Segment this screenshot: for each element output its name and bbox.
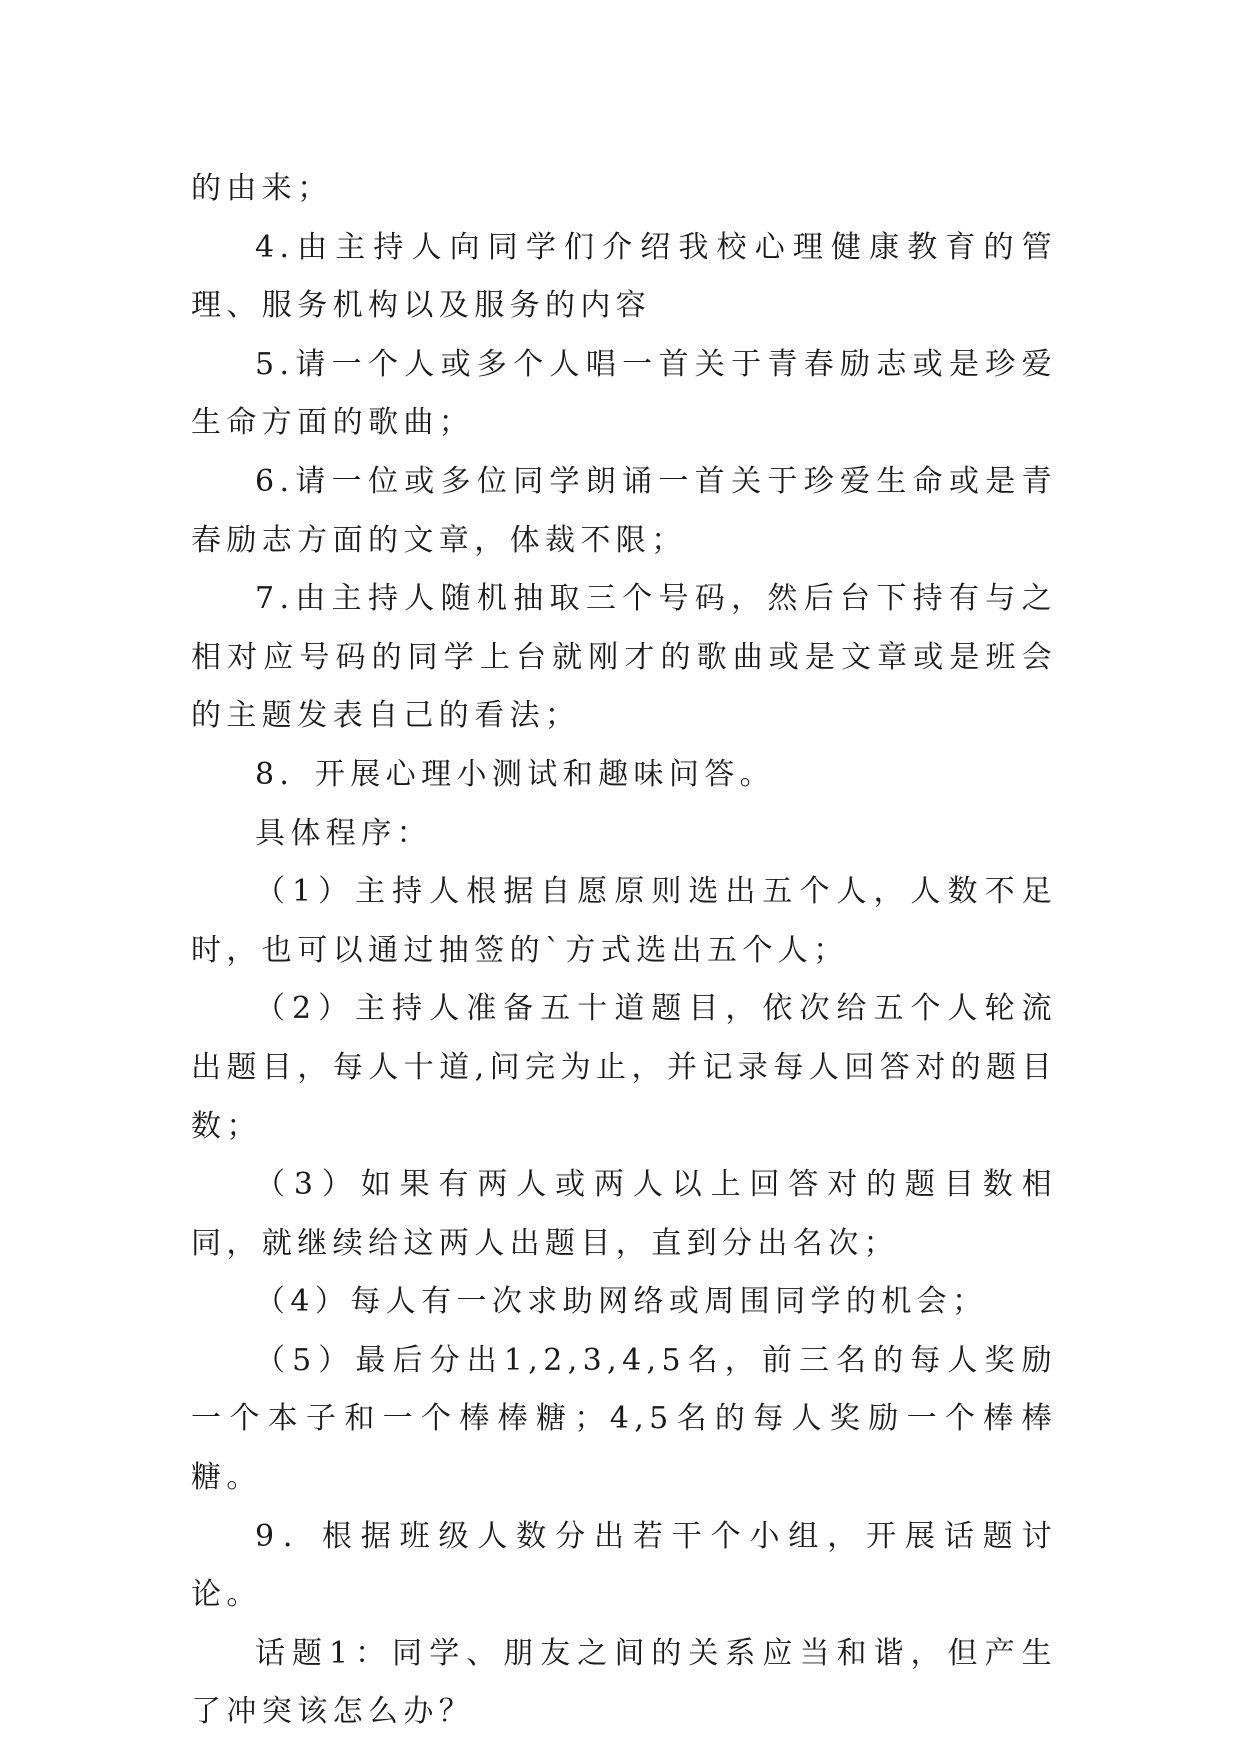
document-body — [191, 160, 1057, 1742]
paragraph-step-3: （3）如果有两人或两人以上回答对的题目数相同，就继续给这两人出题目，直到分出名次； — [191, 1167, 1057, 1261]
paragraph-item-7: 7.由主持人随机抽取三个号码，然后台下持有与之相对应号码的同学上台就刚才的歌曲或是文章或是班会的主题发表自己的看法； — [191, 581, 1057, 734]
paragraph-topic-1: 话题1：同学、朋友之间的关系应当和谐，但产生了冲突该怎么办？ — [191, 1635, 1057, 1730]
paragraph-item-6: 6.请一位或多位同学朗诵一首关于珍爱生命或是青春励志方面的文章，体裁不限； — [191, 463, 1057, 558]
paragraph-step-4: （4）每人有一次求助网络或周围同学的机会； — [255, 1284, 988, 1320]
paragraph-item-4: 4.由主持人向同学们介绍我校心理健康教育的管理、服务机构以及服务的内容 — [191, 229, 1057, 324]
paragraph-continuation: 的由来； — [191, 171, 333, 206]
paragraph-procedure-heading: 具体程序： — [255, 815, 432, 851]
paragraph-item-9: 9．根据班级人数分出若干个小组，开展话题讨论。 — [191, 1518, 1057, 1613]
paragraph-step-2: （2）主持人准备五十道题目，依次给五个人轮流出题目，每人十道,问完为止，并记录每人回答对的题目数； — [191, 991, 1057, 1144]
paragraph-step-5: （5）最后分出1,2,3,4,5名，前三名的每人奖励一个本子和一个棒棒糖；4,5名的每人奖励一个棒棒糖。 — [191, 1342, 1057, 1496]
paragraph-item-5: 5.请一个人或多个人唱一首关于青春励志或是珍爱生命方面的歌曲； — [191, 346, 1057, 441]
paragraph-step-1: （1）主持人根据自愿原则选出五个人，人数不足时，也可以通过抽签的`方式选出五个人； — [191, 874, 1057, 968]
paragraph-item-8: 8．开展心理小测试和趣味问答。 — [255, 756, 776, 792]
